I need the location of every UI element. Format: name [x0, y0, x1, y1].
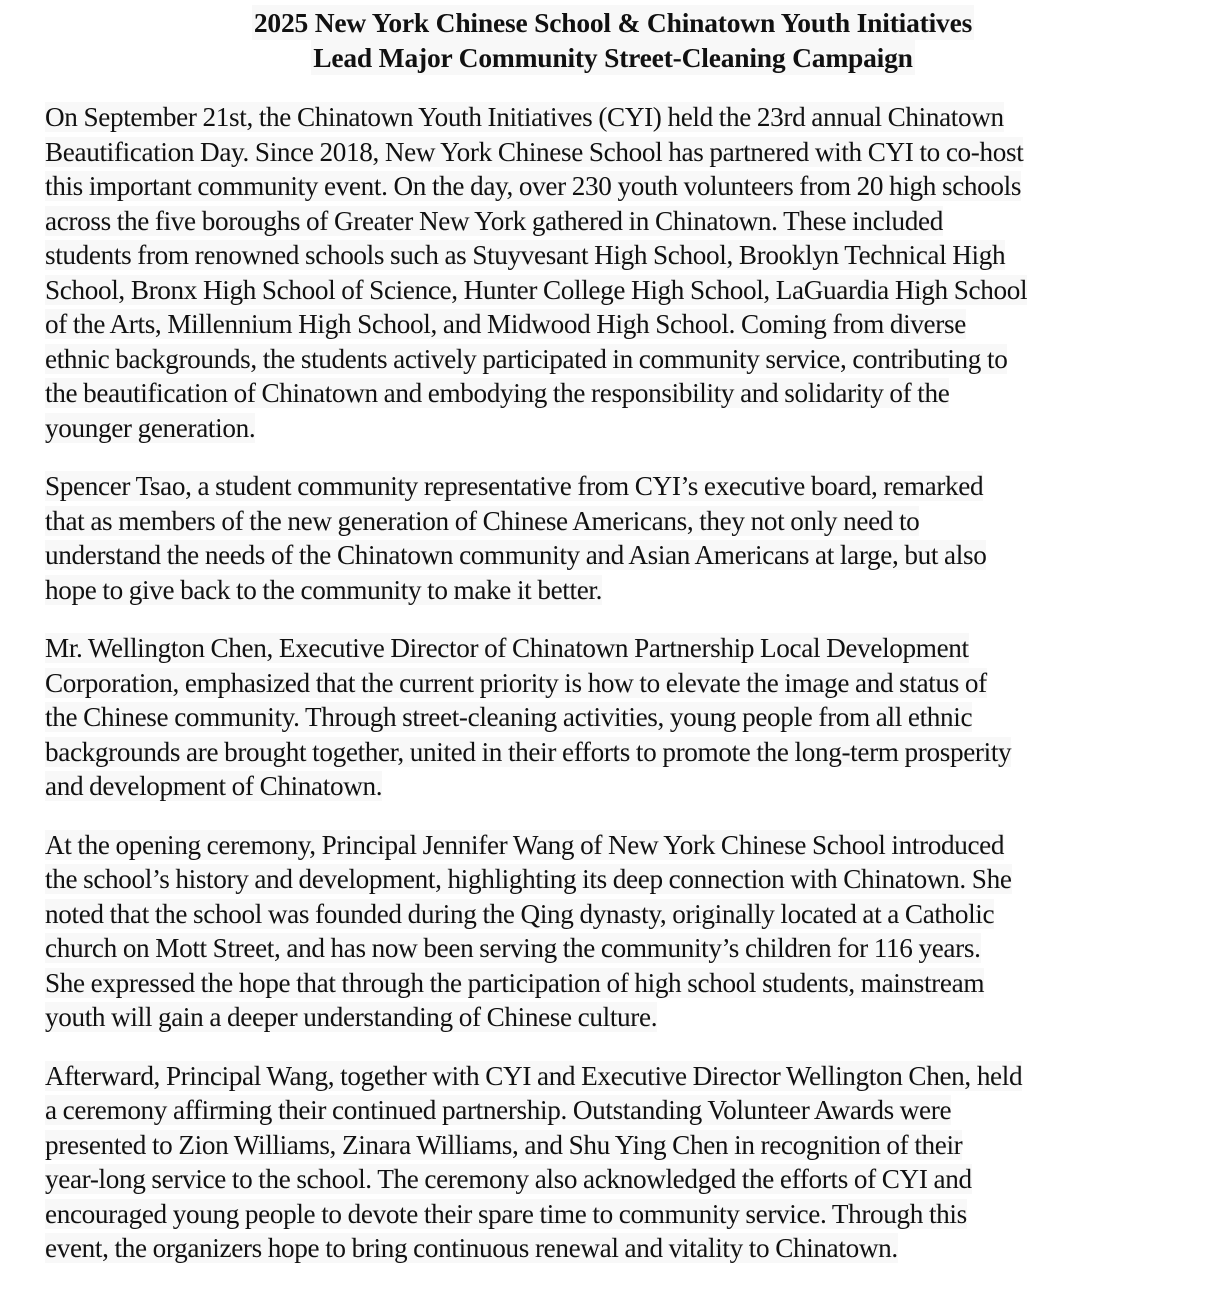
- text-line: the Chinese community. Through street-cleaning activities, young people from all ethnic: [45, 702, 973, 732]
- text-line: of the Arts, Millennium High School, and Midwood High School. Coming from diverse: [45, 309, 966, 339]
- text-line: Mr. Wellington Chen, Executive Director of Chinatown Partnership Local Development: [45, 633, 969, 663]
- text-line: year-long service to the school. The ceremony also acknowledged the efforts of CYI and: [45, 1164, 972, 1194]
- text-line: understand the needs of the Chinatown community and Asian Americans at large, but also: [45, 540, 987, 570]
- text-line: backgrounds are brought together, united in their efforts to promote the long-term prosperity: [45, 736, 1012, 767]
- article-title: [0, 5, 1226, 75]
- text-line: She expressed the hope that through the participation of high school students, mainstream: [45, 967, 985, 998]
- text-line: younger generation.: [45, 412, 256, 443]
- paragraph-spencer-tsao: [45, 469, 1215, 607]
- text-line: church on Mott Street, and has now been serving the community’s children for 116 years.: [45, 933, 981, 963]
- text-line: ethnic backgrounds, the students actively participated in community service, contributing to: [45, 343, 1008, 374]
- text-line: Beautification Day. Since 2018, New York Chinese School has partnered with CYI to co-host: [45, 136, 1024, 167]
- text-line: that as members of the new generation of Chinese Americans, they not only need to: [45, 505, 920, 536]
- paragraph-partnership-ceremony: [45, 1059, 1215, 1266]
- text-line: youth will gain a deeper understanding of Chinese culture.: [45, 1002, 658, 1032]
- article-title-line: Lead Major Community Street-Cleaning Campaign: [313, 42, 913, 73]
- text-line: Corporation, emphasized that the current priority is how to elevate the image and status of: [45, 667, 987, 698]
- text-line: noted that the school was founded during the Qing dynasty, originally located at a Catholic: [45, 898, 995, 929]
- article-title-line: 2025 New York Chinese School & Chinatown Youth Initiatives: [253, 7, 973, 38]
- text-line: presented to Zion Williams, Zinara Williams, and Shu Ying Chen in recognition of their: [45, 1129, 963, 1160]
- text-line: event, the organizers hope to bring continuous renewal and vitality to Chinatown.: [45, 1233, 898, 1263]
- paragraph-opening-ceremony: [45, 828, 1215, 1035]
- text-line: across the five boroughs of Greater New York gathered in Chinatown. These included: [45, 205, 943, 236]
- article-body: [45, 100, 1215, 1290]
- text-line: On September 21st, the Chinatown Youth Initiatives (CYI) held the 23rd annual Chinatown: [45, 102, 1004, 132]
- text-line: the beautification of Chinatown and embodying the responsibility and solidarity of the: [45, 378, 950, 408]
- text-line: students from renowned schools such as Stuyvesant High School, Brooklyn Technical High: [45, 240, 1006, 270]
- text-line: encouraged young people to devote their spare time to community service. Through this: [45, 1198, 967, 1229]
- paragraph-beautification-day: [45, 100, 1215, 445]
- text-line: Spencer Tsao, a student community representative from CYI’s executive board, remarked: [45, 471, 984, 501]
- text-line: this important community event. On the day, over 230 youth volunteers from 20 high schools: [45, 171, 1022, 201]
- text-line: School, Bronx High School of Science, Hunter College High School, LaGuardia High School: [45, 274, 1028, 305]
- text-line: a ceremony affirming their continued partnership. Outstanding Volunteer Awards were: [45, 1095, 952, 1125]
- text-line: Afterward, Principal Wang, together with CYI and Executive Director Wellington Chen, held: [45, 1060, 1023, 1091]
- text-line: and development of Chinatown.: [45, 771, 383, 801]
- paragraph-wellington-chen: [45, 631, 1215, 804]
- text-line: At the opening ceremony, Principal Jennifer Wang of New York Chinese School introduced: [45, 829, 1005, 860]
- text-line: the school’s history and development, highlighting its deep connection with Chinatown. She: [45, 864, 1012, 894]
- text-line: hope to give back to the community to make it better.: [45, 574, 603, 605]
